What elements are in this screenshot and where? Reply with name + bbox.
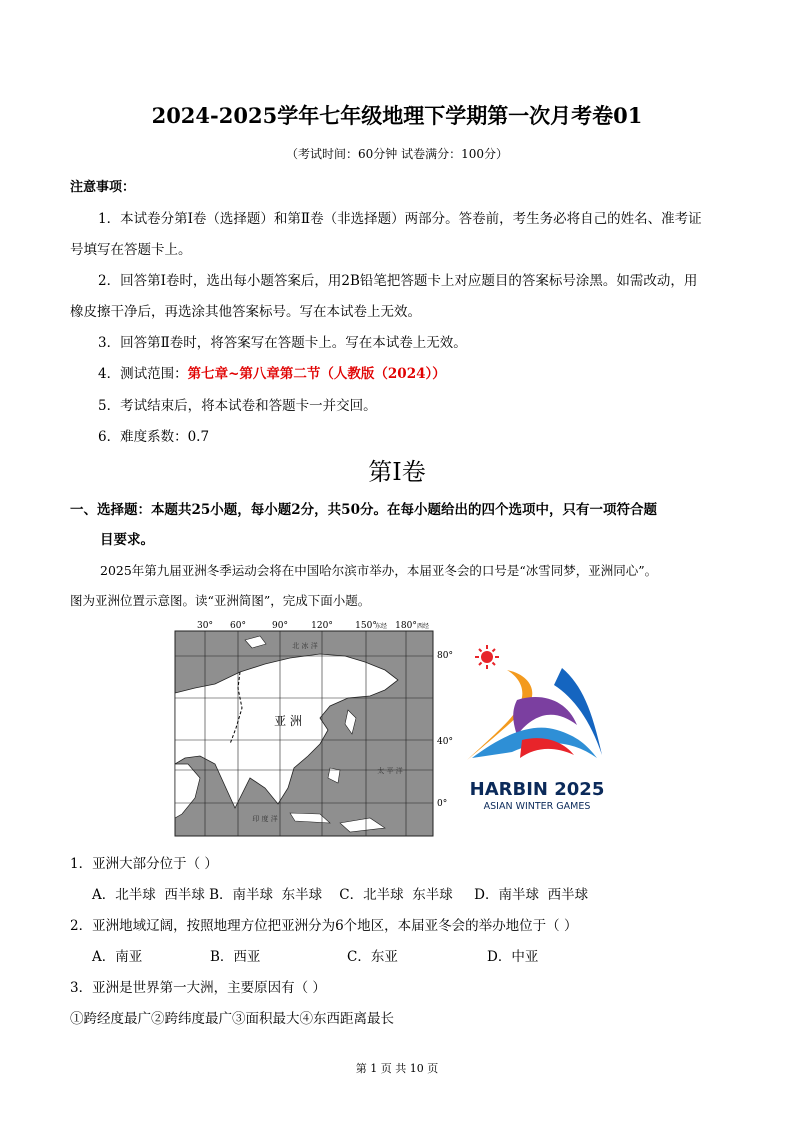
question-2-stem: 2．亚洲地域辽阔，按照地理方位把亚洲分为6个地区，本届亚冬会的举办地位于（ ）	[70, 918, 578, 934]
question-2-option-d: D．中亚	[487, 949, 539, 965]
intro-line-2: 图为亚洲位置示意图。读“亚洲简图”，完成下面小题。	[70, 593, 371, 608]
lon-label-150: 150°	[355, 621, 377, 631]
question-2-option-b: B．西亚	[210, 949, 261, 965]
note-1-line-2: 号填写在答题卡上。	[70, 242, 192, 258]
sun-emblem-icon	[475, 645, 499, 669]
asia-map	[170, 618, 460, 840]
lon-label-west: 西经	[416, 623, 430, 630]
section-title: 第Ⅰ卷	[368, 458, 426, 486]
intro-line-1: 2025年第九届亚洲冬季运动会将在中国哈尔滨市举办，本届亚冬会的口号是“冰雪同梦，亚洲同心”。	[100, 563, 658, 578]
note-4-prefix: 4．测试范围：	[98, 366, 188, 382]
notes-heading: 注意事项：	[70, 180, 136, 195]
note-3: 3．回答第Ⅱ卷时，将答案写在答题卡上。写在本试卷上无效。	[98, 335, 467, 351]
lat-label-80: 80°	[437, 651, 453, 661]
pacific-ocean-label: 太 平 洋	[377, 767, 403, 775]
question-1-options: A．北半球 西半球 B．南半球 东半球 C．北半球 东半球 D．南半球 西半球	[92, 887, 589, 903]
lon-label-180: 180°	[395, 621, 417, 631]
indian-ocean-label: 印 度 洋	[252, 815, 278, 823]
part1-heading-line-2: 目要求。	[100, 532, 154, 548]
note-2-line-1: 2．回答第Ⅰ卷时，选出每小题答案后，用2B铅笔把答题卡上对应题目的答案标号涂黑。如需改动，用	[98, 273, 698, 289]
note-4	[98, 362, 446, 382]
question-3-stem: 3．亚洲是世界第一大洲，主要原因有（ ）	[70, 980, 326, 996]
lat-label-0: 0°	[437, 799, 448, 809]
question-2-option-a: A．南亚	[92, 949, 143, 965]
question-2-option-c: C．东亚	[347, 949, 398, 965]
lat-label-40: 40°	[437, 737, 453, 747]
page-footer: 第 1 页 共 10 页	[355, 1062, 439, 1075]
note-5: 5．考试结束后，将本试卷和答题卡一并交回。	[98, 398, 377, 414]
part1-heading-line-1: 一、选择题：本题共25小题，每小题2分，共50分。在每小题给出的四个选项中，只有一项符合题	[70, 502, 657, 518]
lon-label-30: 30°	[197, 621, 213, 631]
lon-label-120: 120°	[311, 621, 333, 631]
page-title: 2024-2025学年七年级地理下学期第一次月考卷01	[151, 103, 643, 128]
question-3-choices: ①跨经度最广②跨纬度最广③面积最大④东西距离最长	[70, 1011, 394, 1027]
note-6: 6．难度系数：0.7	[98, 429, 210, 445]
note-1-line-1: 1．本试卷分第Ⅰ卷（选择题）和第Ⅱ卷（非选择题）两部分。答卷前，考生务必将自己的姓名、准考证	[98, 211, 702, 227]
lon-label-60: 60°	[230, 621, 246, 631]
lon-label-east: 东经	[374, 623, 388, 630]
test-range: 第七章~第八章第二节（人教版（2024））	[187, 366, 446, 382]
logo-sub-text: ASIAN WINTER GAMES	[483, 801, 591, 812]
lon-label-90: 90°	[272, 621, 288, 631]
note-2-line-2: 橡皮擦干净后，再选涂其他答案标号。写在本试卷上无效。	[70, 304, 421, 320]
question-1-stem: 1．亚洲大部分位于（ ）	[70, 856, 218, 872]
harbin-2025-logo	[462, 640, 612, 815]
logo-brand-text: HARBIN 2025	[469, 779, 605, 800]
exam-info: （考试时间：60分钟 试卷满分：100分）	[286, 147, 508, 161]
continent-label: 亚 洲	[274, 714, 302, 728]
arctic-ocean-label: 北 冰 洋	[292, 642, 318, 650]
